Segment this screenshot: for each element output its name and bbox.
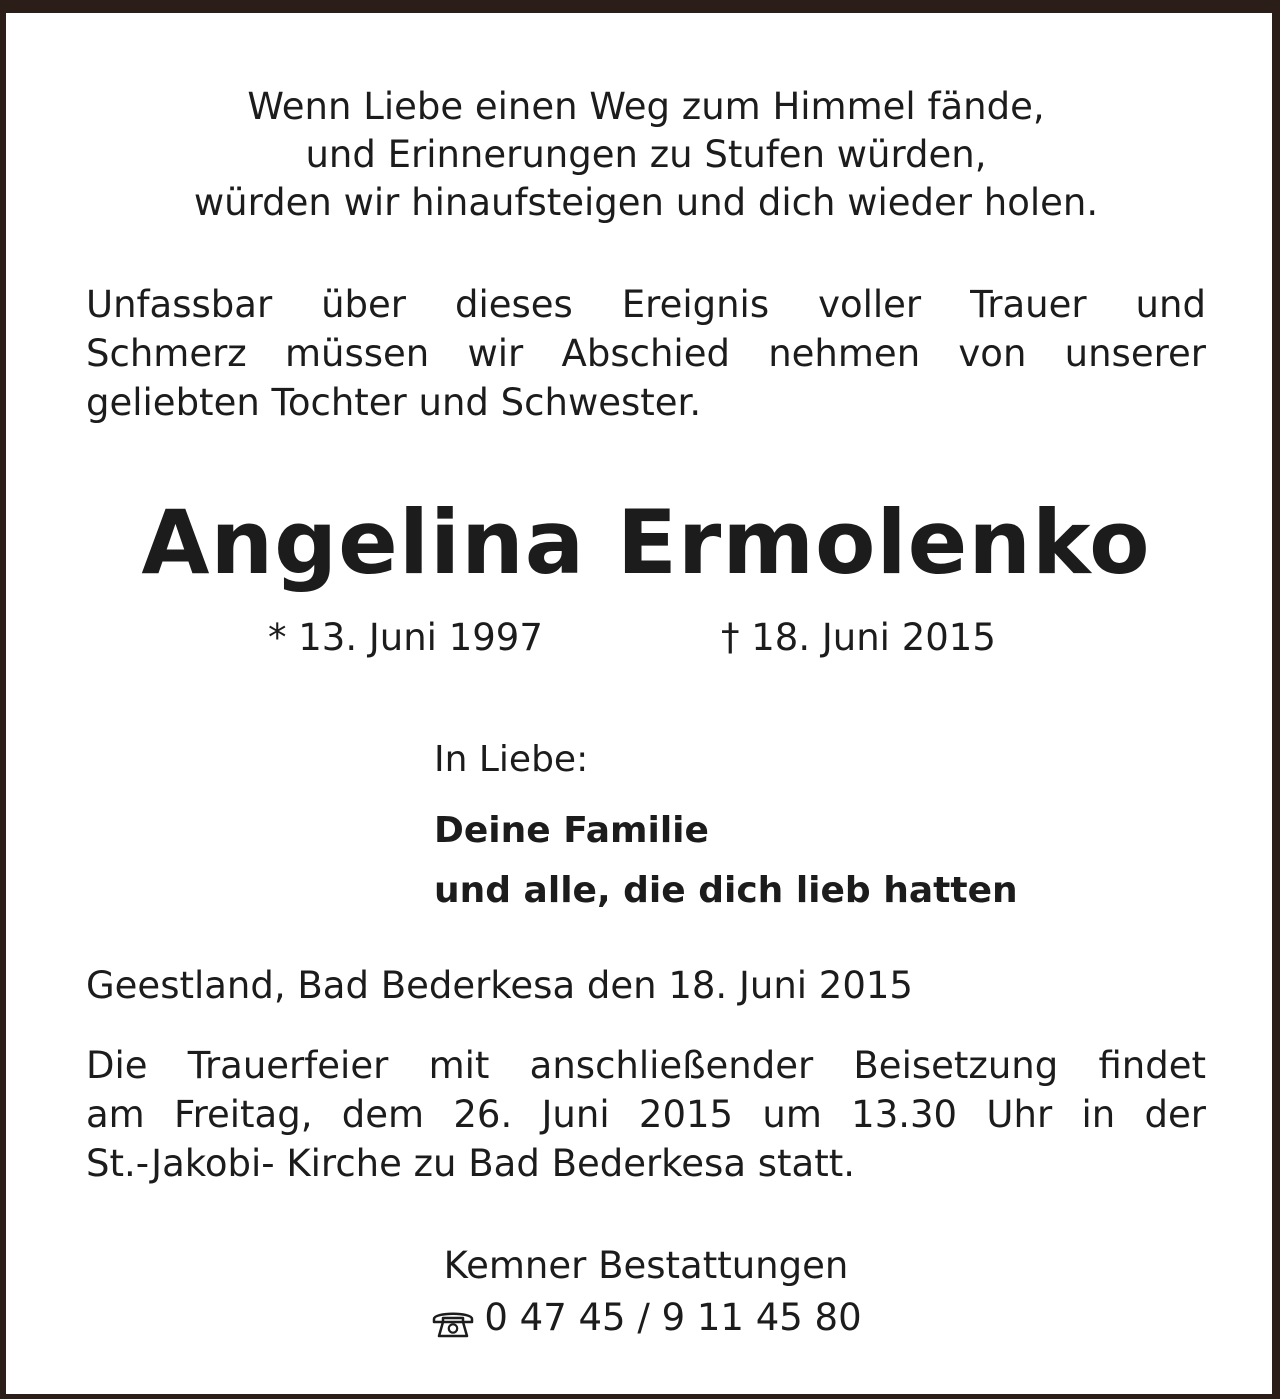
undertaker-phone-row	[430, 1292, 861, 1344]
intro-word: dieses	[454, 283, 573, 326]
service-word: dem	[341, 1093, 425, 1136]
place-and-date: Geestland, Bad Bederkesa den 18. Juni 2015	[86, 964, 913, 1007]
poem-line: Wenn Liebe einen Weg zum Himmel fände,	[247, 85, 1045, 128]
service-word: mit	[428, 1044, 490, 1087]
service-paragraph	[86, 1041, 1206, 1188]
intro-word: von	[958, 332, 1027, 375]
service-word: 26.	[453, 1093, 513, 1136]
poem	[6, 83, 1280, 227]
service-word: am	[86, 1093, 145, 1136]
intro-paragraph	[86, 280, 1206, 427]
telephone-icon	[430, 1302, 476, 1334]
intro-word: unserer	[1064, 332, 1206, 375]
undertaker-phone: 0 47 45 / 9 11 45 80	[484, 1296, 862, 1339]
intro-word: Abschied	[561, 332, 730, 375]
intro-word: Trauer	[970, 283, 1087, 326]
service-word: findet	[1098, 1044, 1206, 1087]
undertaker-name: Kemner Bestattungen	[443, 1244, 849, 1287]
birth-date: * 13. Juni 1997	[268, 616, 543, 659]
mourners-line: und alle, die dich lieb hatten	[434, 870, 1018, 911]
mourners	[434, 801, 1018, 921]
service-word: Uhr	[986, 1093, 1053, 1136]
service-word: Trauerfeier	[187, 1044, 389, 1087]
service-last-line: St.-Jakobi- Kirche zu Bad Bederkesa statt.	[86, 1142, 855, 1185]
intro-word: müssen	[284, 332, 430, 375]
service-word: 13.30	[851, 1093, 958, 1136]
poem-line: würden wir hinaufsteigen und dich wieder holen.	[193, 181, 1099, 224]
service-word: anschließender	[529, 1044, 814, 1087]
poem-line: und Erinnerungen zu Stufen würden,	[305, 133, 987, 176]
intro-word: voller	[818, 283, 922, 326]
intro-word: Unfassbar	[86, 283, 273, 326]
intro-word: Schmerz	[86, 332, 247, 375]
service-word: Freitag,	[174, 1093, 313, 1136]
intro-word: und	[1135, 283, 1206, 326]
service-word: 2015	[638, 1093, 734, 1136]
mourners-line: Deine Familie	[434, 810, 709, 851]
service-line	[86, 1090, 1206, 1139]
intro-line	[86, 329, 1206, 378]
service-line	[86, 1041, 1206, 1090]
service-word: Beisetzung	[853, 1044, 1059, 1087]
intro-line	[86, 280, 1206, 329]
service-word: um	[762, 1093, 822, 1136]
mourners-intro: In Liebe:	[434, 739, 589, 780]
service-word: Juni	[541, 1093, 610, 1136]
deceased-name: Angelina Ermolenko	[141, 491, 1151, 594]
intro-word: über	[321, 283, 407, 326]
undertaker-block	[6, 1240, 1280, 1354]
intro-word: Ereignis	[621, 283, 770, 326]
service-word: in	[1081, 1093, 1116, 1136]
service-word: Die	[86, 1044, 148, 1087]
intro-last-line: geliebten Tochter und Schwester.	[86, 381, 702, 424]
death-date: † 18. Juni 2015	[721, 616, 996, 659]
intro-word: wir	[467, 332, 524, 375]
intro-word: nehmen	[768, 332, 921, 375]
service-word: der	[1144, 1093, 1206, 1136]
